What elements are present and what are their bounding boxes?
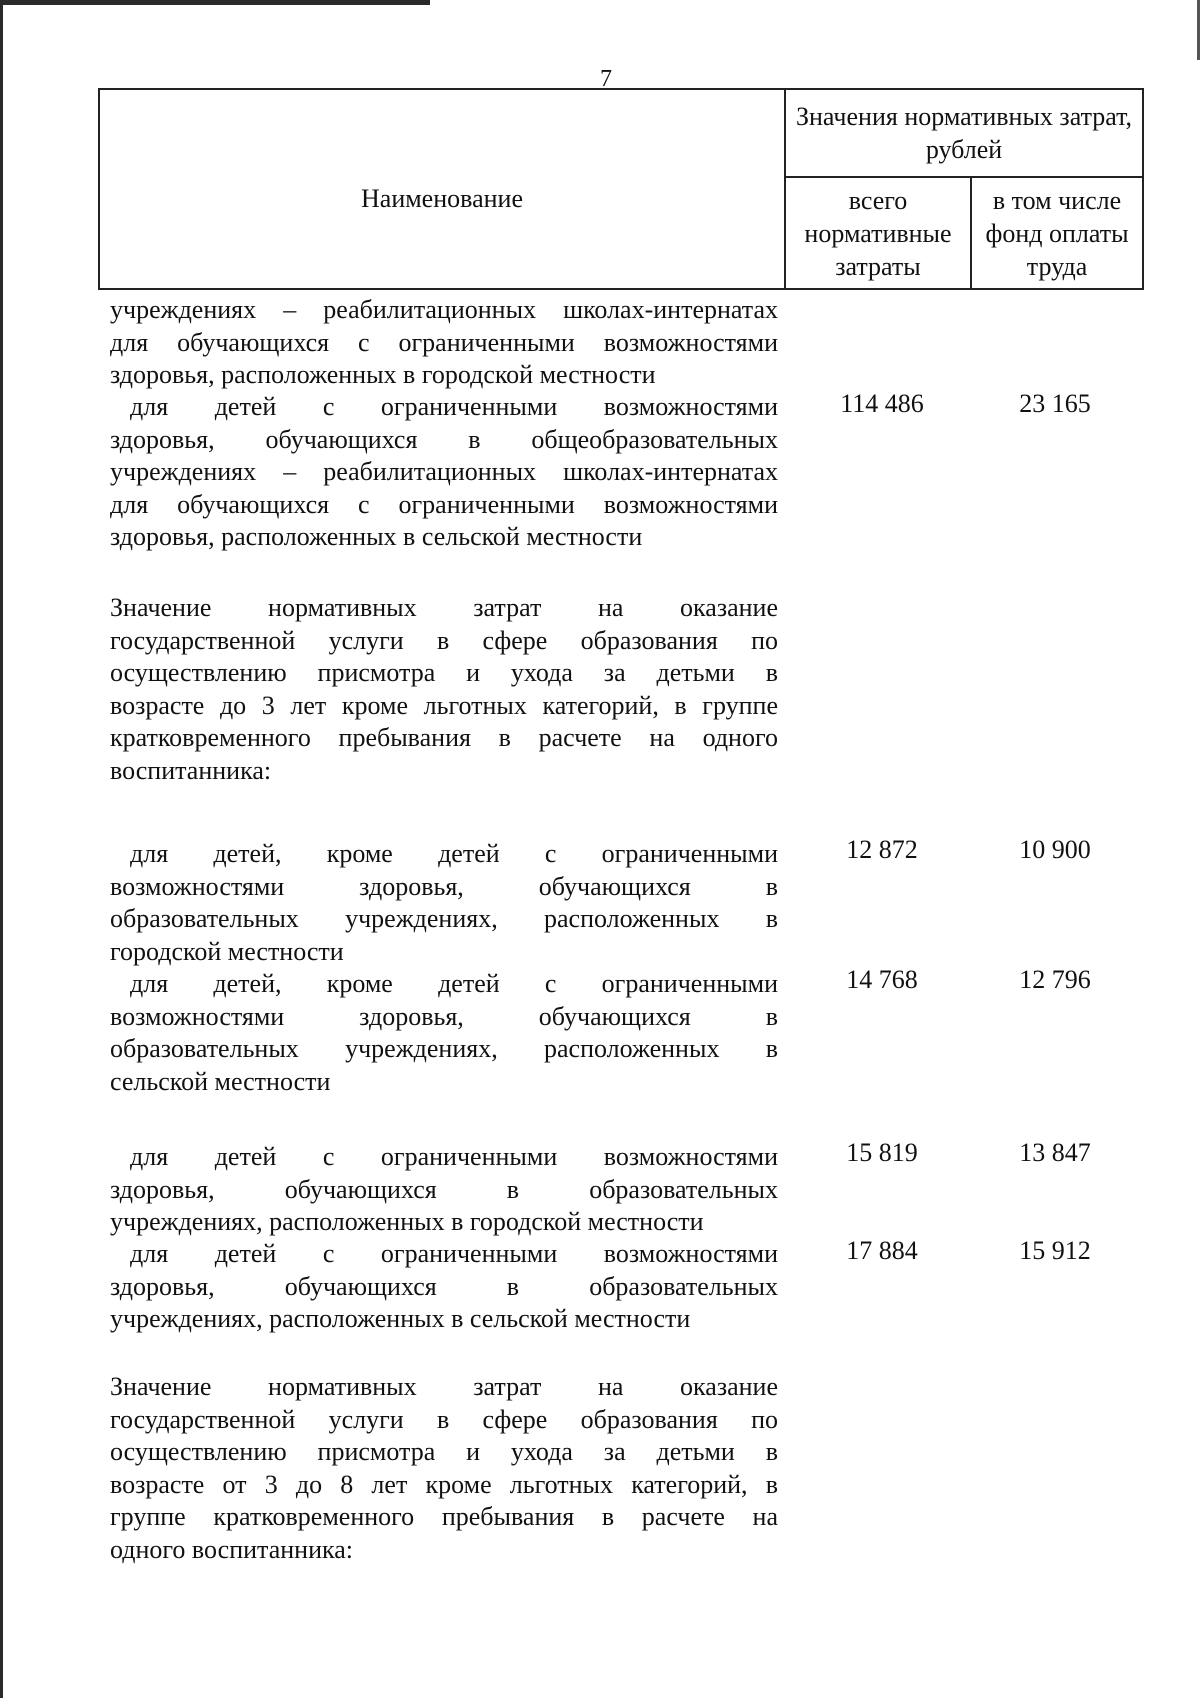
- page-number: 7: [600, 66, 612, 92]
- value-wage: 12 796: [1019, 965, 1091, 994]
- text-line: для детей с ограниченными возможностями: [130, 392, 778, 421]
- value-total: 114 486: [840, 389, 924, 418]
- text-line: учреждениях – реабилитационных школах-интернатах: [110, 295, 778, 324]
- text-line: государственной услуги в сфере образования по: [110, 1404, 778, 1434]
- row-text-4: [110, 968, 778, 1098]
- row-text-3: [110, 838, 778, 968]
- text-line: учреждениях – реабилитационных школах-интернатах: [110, 457, 778, 486]
- value-total: 17 884: [846, 1236, 918, 1265]
- header-name-cell: Наименование: [99, 89, 785, 289]
- value-wage: 15 912: [1019, 1236, 1091, 1265]
- value-wage: 10 900: [1019, 835, 1091, 864]
- text-line: учреждениях, расположенных в сельской местности: [110, 1304, 691, 1333]
- text-line: для детей с ограниченными возможностями: [130, 1142, 778, 1171]
- text-line: воспитанника:: [110, 755, 272, 785]
- text-line: возрасте до 3 лет кроме льготных категорий, в группе: [110, 690, 778, 720]
- value-wage: 13 847: [1019, 1138, 1091, 1167]
- text-line: здоровья, расположенных в сельской местности: [110, 522, 643, 551]
- row-text-0: [110, 294, 778, 392]
- scan-edge-left: [0, 0, 3, 1698]
- text-line: сельской местности: [110, 1066, 331, 1096]
- text-line: государственной услуги в сфере образования по: [110, 625, 778, 655]
- value-total: 12 872: [846, 835, 918, 864]
- header-values-title: Значения нормативных затрат, рублей: [785, 89, 1143, 177]
- row-text-6: [110, 1238, 778, 1336]
- section-intro-2: [110, 1371, 778, 1566]
- text-line: здоровья, обучающихся в образовательных: [110, 1271, 778, 1301]
- scan-edge-top: [0, 0, 430, 5]
- header-table: [98, 88, 1144, 290]
- text-line: городской местности: [110, 936, 344, 966]
- text-line: здоровья, обучающихся в общеобразовательных: [110, 424, 778, 454]
- text-line: группе кратковременного пребывания в расчете на: [110, 1502, 778, 1531]
- value-total: 14 768: [846, 965, 918, 994]
- header-col-total: всего нормативные затраты: [785, 177, 971, 289]
- text-line: здоровья, обучающихся в образовательных: [110, 1174, 778, 1204]
- text-line: для детей, кроме детей с ограниченными: [130, 969, 778, 998]
- header-col-wage: в том числе фонд оплаты труда: [971, 177, 1143, 289]
- text-line: Значение нормативных затрат на оказание: [110, 1372, 778, 1401]
- text-line: образовательных учреждениях, расположенных в: [110, 904, 778, 933]
- text-line: Значение нормативных затрат на оказание: [110, 593, 778, 622]
- text-line: возрасте от 3 до 8 лет кроме льготных категорий, в: [110, 1469, 778, 1499]
- section-intro-1: [110, 592, 778, 787]
- text-line: для детей, кроме детей с ограниченными: [130, 839, 778, 868]
- value-wage: 23 165: [1019, 389, 1091, 418]
- text-line: возможностями здоровья, обучающихся в: [110, 871, 778, 901]
- value-total: 15 819: [846, 1138, 918, 1167]
- text-line: кратковременного пребывания в расчете на одного: [110, 723, 778, 752]
- text-line: осуществлению присмотра и ухода за детьми в: [110, 658, 778, 687]
- text-line: учреждениях, расположенных в городской местности: [110, 1207, 704, 1236]
- row-text-1: [110, 391, 778, 554]
- text-line: осуществлению присмотра и ухода за детьми в: [110, 1437, 778, 1466]
- text-line: для обучающихся с ограниченными возможностями: [110, 489, 778, 519]
- text-line: возможностями здоровья, обучающихся в: [110, 1001, 778, 1031]
- text-line: образовательных учреждениях, расположенных в: [110, 1034, 778, 1063]
- text-line: для обучающихся с ограниченными возможностями: [110, 327, 778, 357]
- text-line: для детей с ограниченными возможностями: [130, 1239, 778, 1268]
- row-text-5: [110, 1141, 778, 1239]
- text-line: здоровья, расположенных в городской местности: [110, 360, 656, 389]
- text-line: одного воспитанника:: [110, 1534, 353, 1564]
